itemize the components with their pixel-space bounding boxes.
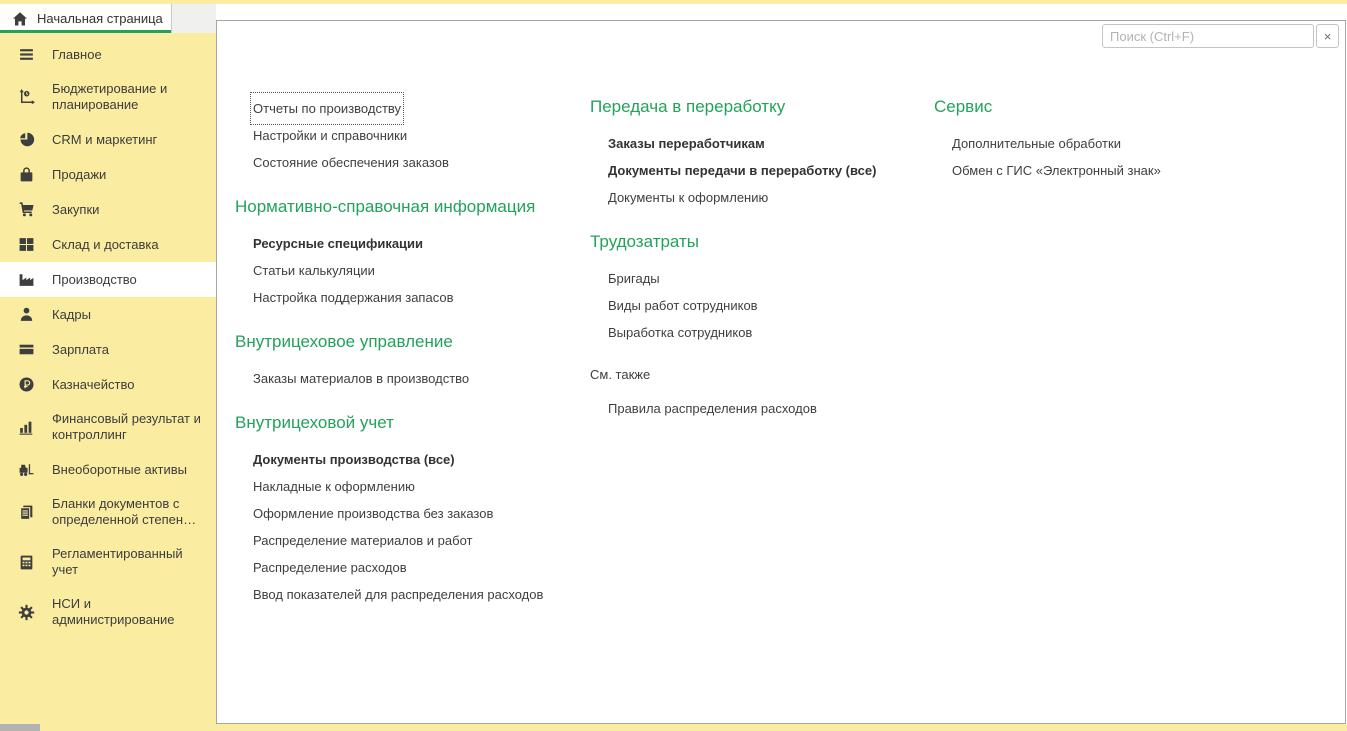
calculator-icon xyxy=(0,554,52,571)
menu-link[interactable] xyxy=(590,319,925,346)
sidebar-item-finresult[interactable] xyxy=(0,402,216,452)
card-icon xyxy=(0,341,52,358)
menu-column-2 xyxy=(590,95,925,441)
bar-chart-icon xyxy=(0,419,52,436)
menu-link[interactable] xyxy=(590,184,925,211)
menu-link-label: Оформление производства без заказов xyxy=(253,506,494,521)
menu-link-label: Распределение материалов и работ xyxy=(253,533,473,548)
ruble-circle-icon xyxy=(0,376,52,393)
menu-link-label: Документы передачи в переработку (все) xyxy=(608,163,877,178)
sidebar-item-label: НСИ и администрирование xyxy=(52,596,175,627)
sidebar-item-purchases[interactable] xyxy=(0,192,216,227)
menu-column-1 xyxy=(235,95,580,627)
menu-section xyxy=(590,365,925,422)
bottom-strip xyxy=(0,724,1347,731)
section-title: Передача в переработку xyxy=(590,97,786,116)
menu-link-label: Правила распределения расходов xyxy=(608,401,817,416)
menu-link-label: Документы к оформлению xyxy=(608,190,769,205)
tab-home-page[interactable] xyxy=(0,4,172,33)
sidebar-item-main[interactable] xyxy=(0,37,216,72)
sidebar-item-budgeting[interactable] xyxy=(0,72,216,122)
menu-link-label: Статьи калькуляции xyxy=(253,263,375,278)
menu-link-label: Документы производства (все) xyxy=(253,452,455,467)
search-input[interactable] xyxy=(1102,24,1314,48)
menu-link-label: Виды работ сотрудников xyxy=(608,298,758,313)
menu-link-label: Отчеты по производству xyxy=(253,95,401,122)
menu-columns xyxy=(217,95,1345,723)
menu-link[interactable] xyxy=(235,554,580,581)
menu-link-label: Настройки и справочники xyxy=(253,128,408,143)
menu-link[interactable] xyxy=(235,500,580,527)
sidebar-item-label: Закупки xyxy=(52,201,100,217)
menu-section xyxy=(235,195,580,311)
menu-link-label: Ресурсные спецификации xyxy=(253,236,424,251)
menu-link[interactable] xyxy=(235,149,580,176)
sidebar-item-production[interactable] xyxy=(0,262,216,297)
sidebar-item-assets[interactable] xyxy=(0,452,216,487)
menu-link-label: Бригады xyxy=(608,271,660,286)
sidebar-item-regulated[interactable] xyxy=(0,537,216,587)
sidebar-item-label: Главное xyxy=(52,46,102,62)
menu-link[interactable] xyxy=(235,257,580,284)
crm-pie-icon xyxy=(0,131,52,148)
menu-link-label: Дополнительные обработки xyxy=(952,136,1121,151)
menu-link-label: Накладные к оформлению xyxy=(253,479,415,494)
sales-bag-icon xyxy=(0,166,52,183)
menu-link-label: Настройка поддержания запасов xyxy=(253,290,454,305)
menu-link[interactable] xyxy=(235,95,580,122)
section-title: Сервис xyxy=(934,97,993,116)
sidebar-item-label: CRM и маркетинг xyxy=(52,131,158,147)
close-icon[interactable]: × xyxy=(1316,24,1339,48)
menu-link[interactable] xyxy=(934,130,1304,157)
forklift-icon xyxy=(0,461,52,478)
menu-link-label: Состояние обеспечения заказов xyxy=(253,155,449,170)
sidebar-item-label: Производство xyxy=(52,271,137,287)
menu-link-label: Заказы материалов в производство xyxy=(253,371,470,386)
gear-icon xyxy=(0,604,52,621)
menu-icon xyxy=(0,46,52,63)
sidebar-item-label: Внеоборотные активы xyxy=(52,461,188,477)
section-title: Внутрицеховой учет xyxy=(235,413,394,432)
sidebar-item-crm[interactable] xyxy=(0,122,216,157)
factory-icon xyxy=(0,271,52,288)
menu-link[interactable] xyxy=(934,157,1304,184)
person-icon xyxy=(0,306,52,323)
tab-bar xyxy=(0,4,216,33)
main-panel xyxy=(216,20,1346,724)
sidebar-item-label: Регламентированный учет xyxy=(52,546,183,577)
cart-icon xyxy=(0,201,52,218)
menu-link-label: Заказы переработчикам xyxy=(608,136,765,151)
section-title: Трудозатраты xyxy=(590,232,700,251)
menu-link[interactable] xyxy=(590,265,925,292)
menu-link-label: Ввод показателей для распределения расходов xyxy=(253,587,544,602)
section-title: См. также xyxy=(590,367,651,382)
search-box xyxy=(1102,24,1339,48)
menu-link[interactable] xyxy=(235,122,580,149)
menu-link[interactable] xyxy=(235,284,580,311)
sidebar-item-label: Зарплата xyxy=(52,341,109,357)
documents-icon xyxy=(0,504,52,521)
menu-section xyxy=(235,411,580,608)
sidebar-item-salary[interactable] xyxy=(0,332,216,367)
menu-link[interactable] xyxy=(590,395,925,422)
menu-column-3 xyxy=(934,95,1304,203)
menu-section xyxy=(934,95,1304,184)
menu-section xyxy=(590,95,925,211)
sidebar-item-warehouse[interactable] xyxy=(0,227,216,262)
sidebar-item-hr[interactable] xyxy=(0,297,216,332)
sidebar-item-label: Бюджетирование и планирование xyxy=(52,81,168,112)
section-title: Внутрицеховое управление xyxy=(235,332,453,351)
menu-link[interactable] xyxy=(590,130,925,157)
menu-link[interactable] xyxy=(235,365,580,392)
budgeting-icon xyxy=(0,89,52,106)
sidebar-item-label: Финансовый результат и контроллинг xyxy=(52,411,201,442)
sidebar-item-label: Казначейство xyxy=(52,376,135,392)
sidebar-item-label: Продажи xyxy=(52,166,107,182)
menu-section xyxy=(235,330,580,392)
sidebar xyxy=(0,33,216,724)
menu-section xyxy=(590,230,925,346)
section-title: Нормативно-справочная информация xyxy=(235,197,536,216)
menu-link-label: Распределение расходов xyxy=(253,560,407,575)
sidebar-item-label: Склад и доставка xyxy=(52,236,159,252)
menu-link[interactable] xyxy=(235,581,580,608)
sidebar-item-sales[interactable] xyxy=(0,157,216,192)
menu-link[interactable] xyxy=(235,473,580,500)
sidebar-item-nsi[interactable] xyxy=(0,587,216,637)
sidebar-item-label: Кадры xyxy=(52,306,91,322)
sidebar-item-treasury[interactable] xyxy=(0,367,216,402)
menu-link[interactable] xyxy=(590,157,925,184)
sidebar-item-forms[interactable] xyxy=(0,487,216,537)
menu-link-label: Выработка сотрудников xyxy=(608,325,753,340)
menu-link[interactable] xyxy=(235,446,580,473)
home-icon xyxy=(12,11,28,27)
menu-section xyxy=(235,95,580,176)
tab-label: Начальная страница xyxy=(37,11,163,26)
menu-link[interactable] xyxy=(235,230,580,257)
warehouse-grid-icon xyxy=(0,236,52,253)
sidebar-item-label: Бланки документов с определенной степен… xyxy=(52,496,197,527)
menu-link[interactable] xyxy=(590,292,925,319)
menu-link-label: Обмен с ГИС «Электронный знак» xyxy=(952,163,1161,178)
menu-link[interactable] xyxy=(235,527,580,554)
bottom-left-corner xyxy=(0,724,40,731)
